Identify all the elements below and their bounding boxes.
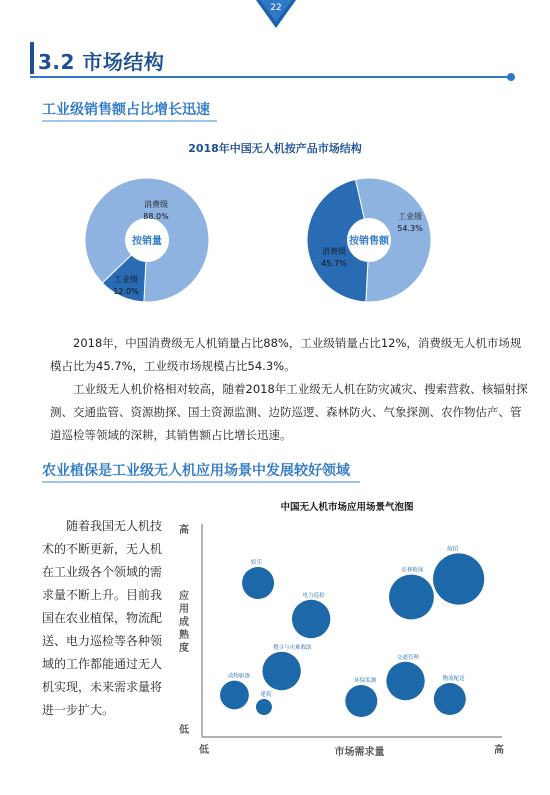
- subheading-agriculture: [42, 460, 350, 480]
- bubble-chart-title: 中国无人机市场应用场景气泡图: [280, 502, 414, 513]
- slice-value-label: 54.3%: [397, 224, 423, 233]
- subheading-underline: [42, 481, 360, 483]
- bubble-label: 交通管理: [396, 654, 419, 661]
- section-divider: [30, 76, 512, 78]
- bubble-建筑: [256, 699, 272, 715]
- y-axis-high-label: 高: [179, 525, 189, 536]
- slice-category-label: 工业级: [398, 212, 422, 221]
- bubble-label: 环保监测: [354, 678, 377, 684]
- donut-chart-by-volume: [82, 175, 212, 309]
- slice-value-label: 45.7%: [321, 259, 347, 268]
- paragraph-market-share: 2018年，中国消费级无人机销量占比88%，工业级销量占比12%，消费级无人机市场规模占比为45.7%，工业级市场规模占比54.3%。: [50, 336, 522, 373]
- subheading-underline: [42, 120, 217, 122]
- x-axis-title: 市场需求量: [334, 747, 385, 758]
- x-axis-low-label: 低: [199, 745, 209, 756]
- bubble-电力巡检: [292, 600, 330, 638]
- bubble-label: 娱乐: [250, 560, 262, 566]
- bubble-label: 搜寻与灾难救助: [273, 644, 312, 651]
- donut-charts-title: 2018年中国无人机按产品市场结构: [188, 142, 362, 155]
- y-axis-title-char: 度: [179, 643, 189, 654]
- bubble-娱乐: [242, 567, 274, 599]
- subheading-text: 农业植保是工业级无人机应用场景中发展较好领域: [42, 463, 350, 479]
- slice-value-label: 12.0%: [113, 287, 139, 296]
- bubble-label: 动物驱逐: [227, 673, 250, 680]
- slice-category-label: 工业级: [114, 275, 138, 284]
- donut-chart-by-revenue: [304, 175, 434, 309]
- bubble-航拍: [433, 553, 484, 604]
- subheading-text: 工业级销售额占比增长迅速: [42, 102, 210, 118]
- bubble-label: 物流配送: [442, 676, 465, 682]
- slice-value-label: 88.0%: [143, 212, 169, 221]
- slice-category-label: 消费级: [322, 247, 346, 256]
- bubble-chart-application-scenarios: [172, 494, 517, 768]
- paragraph-demand-outlook: 随着我国无人机技术的不断更新，无人机在工业级各个领域的需求量不断上升。目前我国在农业植保，物流配送、电力巡检等各种领域的工作都能通过无人机实现，未来需求量将进一步扩大。: [42, 519, 163, 717]
- y-axis-title-char: 成: [179, 617, 189, 628]
- slice-category-label: 消费级: [144, 200, 168, 209]
- y-axis-low-label: 低: [179, 725, 189, 736]
- bubble-动物驱逐: [220, 681, 249, 710]
- y-axis-title-char: 熟: [179, 630, 189, 641]
- section-accent-bar: [30, 42, 34, 74]
- bubble-label: 航拍: [447, 546, 459, 553]
- donut-center-label: 按销量: [132, 236, 162, 247]
- x-axis-high-label: 高: [494, 745, 504, 756]
- bubble-搜寻与灾难救助: [262, 652, 300, 690]
- subheading-industrial-sales: [42, 99, 210, 119]
- section-divider-dot: [507, 73, 515, 81]
- bubble-环保监测: [345, 685, 377, 717]
- bubble-label: 建筑: [260, 692, 272, 698]
- bubble-物流配送: [434, 683, 466, 715]
- paragraph-industrial-growth: 工业级无人机价格相对较高，随着2018年工业级无人机在防灾减灾、搜索营救、核辐射探测、交通监管、资源勘探、国土资源监测、边防巡逻、森林防火、气象探测、农作物估产、管道巡检等领域的深耕，其销售额占比增长迅速。: [50, 382, 528, 442]
- y-axis-title-char: 用: [179, 604, 189, 615]
- bubble-label: 农林植保: [401, 567, 424, 574]
- bubble-label: 电力巡检: [302, 592, 325, 599]
- donut-center-label: 按销售额: [349, 236, 389, 247]
- bubble-交通管理: [386, 662, 424, 700]
- y-axis-title-char: 应: [179, 591, 189, 602]
- bubble-农林植保: [389, 575, 434, 620]
- page-number: 22: [270, 3, 282, 13]
- section-title: 3.2 市场结构: [38, 50, 165, 74]
